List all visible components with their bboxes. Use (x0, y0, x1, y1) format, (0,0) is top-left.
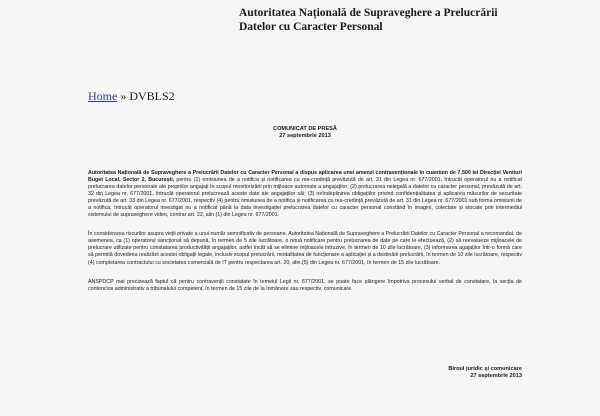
breadcrumb-current: DVBLS2 (129, 89, 175, 103)
site-title (239, 6, 559, 34)
breadcrumb (88, 89, 175, 103)
signature-department: Biroul juridic și comunicare (448, 366, 522, 372)
breadcrumb-separator: » (117, 89, 130, 103)
article-content (88, 126, 522, 293)
article-paragraph-1-bold: Autoritatea Națională de Supraveghere a Prelucrării Datelor cu Caracter Personal a dispus aplicarea unei amenzi contravenționale în cuantum de 7.500 lei Direcției Venituri Buget Local, Sector 2, București, (88, 170, 522, 184)
breadcrumb-home-link[interactable]: Home (88, 89, 118, 103)
article-paragraph-2: În considerarea riscurilor asupra vieții private a unui număr semnificativ de persoane, Autoritatea Națională de Supraveghere a Prelucrării Datelor cu Caracter Personal a recomandat, de asemenea, ca (1) operatorul sancționat să depună, în termen de 5 zile lucrătoare, o nouă notificare pentru prelucrarea de date pe care le efectuează, (2) să reevalueze mijloacele de prelucrare utilizate pentru constatarea productivității angajaților, astfel încât să se elimine mijloacele intruzive, în termen de 10 zile lucrătoare, (3) informarea agajaților într-o formă care să permită dovedirea realizării acestei obligații legale, inclusiv scopul prelucrării, modalitatea de funcționare a aplicației și a destinării prelucrării, în termen de 10 zile lucrătoare, respectiv (4) completarea contractului cu societatea comercială de IT pentru respectarea art. 20, alin.(5) din Legea nr. 677/2001, în termen de 15 zile lucrătoare. (88, 231, 522, 266)
article-paragraph-1-text: pentru (1) omisiunea de a notifica și notificarea cu rea-credință prevăzută de art. 31 din Legea nr. 677/2001, întrucât operatorul nu a notificat prelucrarea datelor personale ale propriilor angajați în scopul monitorizării prin mijloace automate a angajaților; (2) prelucrarea nelegală a datelor cu caracter personal, prevăzută de art. 32 din Legea nr. 677/2001, întrucât operatorul prelucrează aceste date ale angajaților săi; (3) neîndeplinirea obligațiilor privind confidențialitatea și aplicarea măsurilor de securitate prevăzută de art. 33 din Legea nr. 677/2001, respectiv (4) pentru omisiunea de a notifica și notificarea cu rea-credință prevăzută de art. 31 din Legea nr. 677/2001 sub forma omisiunii de a notifica, întrucât operatorul investigat nu a notificat până la data investigației prelucrarea datelor cu caracter personal constând în imagini, colectate și stocate prin intermediul sistemului de supraveghere video, contrar art. 22, alin (1) din Legea nr. 677/2001. (88, 177, 522, 219)
signature-block (448, 366, 522, 380)
article-heading: COMUNICAT DE PRESĂ (273, 126, 337, 132)
article-paragraph-1 (88, 170, 522, 219)
site-title-line-2: Datelor cu Caracter Personal (239, 21, 383, 33)
signature-date: 27 septembrie 2013 (470, 373, 522, 379)
article-paragraph-3: ANSPDCP mai precizează faptul că pentru contravenții constatate în temeiul Legii nr. 677/2001, se poate face plângere împotriva procesului verbal de constatare, la secția de contencios administrativ a tribunalului competent, în termen de 15 zile de la înmânare sau respectiv, comunicare. (88, 278, 522, 292)
article-date: 27 septembrie 2013 (279, 133, 331, 139)
site-title-line-1: Autoritatea Națională de Supraveghere a Prelucrării (239, 7, 498, 19)
